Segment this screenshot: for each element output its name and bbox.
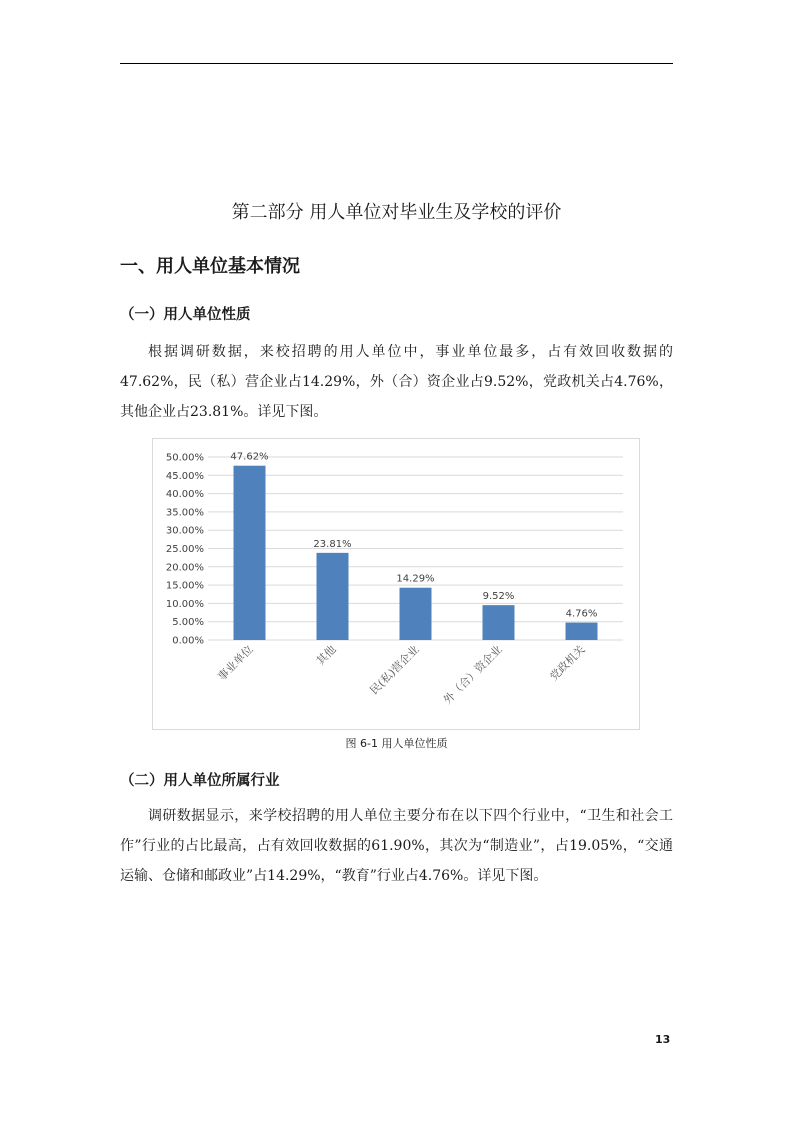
paragraph-nature: 根据调研数据，来校招聘的用人单位中，事业单位最多，占有效回收数据的47.62%，民（私）营企业占14.29%，外（合）资企业占9.52%，党政机关占4.76%，其他企业占23.81%。详见下图。 <box>120 344 673 420</box>
bar-chart <box>152 438 640 730</box>
paragraph-industry: 调研数据显示，来学校招聘的用人单位主要分布在以下四个行业中，“卫生和社会工作”行业的占比最高，占有效回收数据的61.90%，其次为“制造业”，占19.05%，“交通运输、仓储和邮政业”占14.29%，“教育”行业占4.76%。详见下图。 <box>120 808 673 884</box>
y-tick-label: 35.00% <box>165 507 204 519</box>
y-tick-label: 30.00% <box>165 525 204 537</box>
header-rule <box>120 63 673 64</box>
bar <box>566 623 598 640</box>
x-tick-label: 外（合）资企业 <box>440 642 505 707</box>
y-tick-label: 25.00% <box>165 544 204 555</box>
data-label: 47.62% <box>230 451 269 463</box>
x-tick-label: 民(私)营企业 <box>367 642 422 698</box>
subsection-heading-nature: （一）用人单位性质 <box>120 307 251 323</box>
data-label: 9.52% <box>482 591 515 603</box>
section-heading: 一、用人单位基本情况 <box>120 256 300 277</box>
y-tick-label: 5.00% <box>172 617 204 629</box>
page-number: 13 <box>655 1033 671 1046</box>
y-tick-label: 10.00% <box>165 598 204 610</box>
data-label: 4.76% <box>565 608 598 620</box>
bar <box>317 553 349 640</box>
x-tick-label: 党政机关 <box>547 642 588 684</box>
data-label: 14.29% <box>396 573 435 585</box>
y-tick-label: 0.00% <box>172 635 204 647</box>
subsection-heading-industry: （二）用人单位所属行业 <box>120 773 280 789</box>
x-tick-label: 事业单位 <box>215 642 256 684</box>
bar <box>483 605 515 640</box>
y-tick-label: 50.00% <box>165 452 204 464</box>
y-tick-label: 20.00% <box>165 562 204 574</box>
data-label: 23.81% <box>313 538 352 550</box>
bar-chart-svg <box>153 439 639 729</box>
bar <box>234 466 266 640</box>
figure-caption: 图 6-1 用人单位性质 <box>345 737 448 750</box>
y-tick-label: 15.00% <box>165 580 204 592</box>
bar <box>400 588 432 640</box>
part-title: 第二部分 用人单位对毕业生及学校的评价 <box>231 202 562 223</box>
x-tick-label: 其他 <box>313 642 339 668</box>
y-tick-label: 45.00% <box>165 470 204 482</box>
y-tick-label: 40.00% <box>165 489 204 501</box>
